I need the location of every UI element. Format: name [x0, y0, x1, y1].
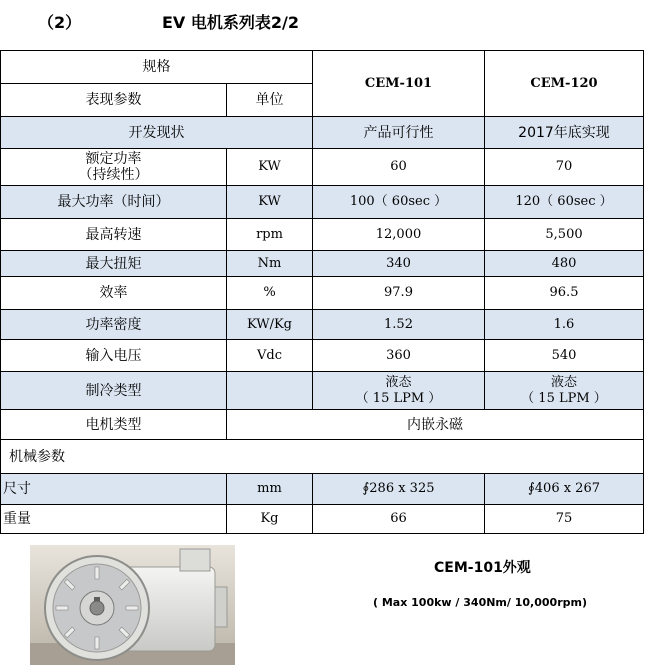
spec-table	[0, 50, 644, 534]
table-row	[1, 505, 644, 534]
photo-caption-title: CEM-101外观	[434, 560, 531, 576]
photo-caption-subtitle: ( Max 100kw / 340Nm/ 10,000rpm)	[373, 596, 587, 609]
row-label: 电机类型	[1, 410, 227, 440]
cem-120-value: 96.5	[485, 277, 644, 310]
unit-header: 单位	[227, 84, 313, 117]
cem-120-value: 540	[485, 340, 644, 372]
row-label: 功率密度	[1, 310, 227, 340]
cem-120-value: 480	[485, 251, 644, 277]
cem-120-value: 70	[485, 149, 644, 186]
cem-120-value: ∮406 x 267	[485, 474, 644, 505]
row-label: 输入电压	[1, 340, 227, 372]
row-label: 最大功率（时间）	[1, 186, 227, 219]
cem-101-value: 1.52	[313, 310, 485, 340]
cem-120-value: 120（ 60sec ）	[485, 186, 644, 219]
row-label: 尺寸	[1, 474, 227, 505]
cem-101-value: 产品可行性	[313, 117, 485, 149]
table-row	[1, 410, 644, 440]
cem-101-value: 60	[313, 149, 485, 186]
motor-photo	[30, 545, 235, 665]
cem-120-value: 75	[485, 505, 644, 534]
page-heading	[0, 8, 645, 32]
row-unit: KW	[227, 149, 313, 186]
cem-101-value: 100（ 60sec ）	[313, 186, 485, 219]
row-label: 效率	[1, 277, 227, 310]
cem-101-value: 液态 （ 15 LPM ）	[313, 372, 485, 410]
param-header: 表现参数	[1, 84, 227, 117]
spec-header: 规格	[1, 51, 313, 84]
row-label: 额定功率 （持续性）	[1, 149, 227, 186]
model-cem-101: CEM-101	[313, 51, 485, 117]
row-unit: mm	[227, 474, 313, 505]
cem-101-value: 97.9	[313, 277, 485, 310]
table-row	[1, 372, 644, 410]
section-row	[1, 440, 644, 474]
cem-101-value: ∮286 x 325	[313, 474, 485, 505]
cem-120-value: 1.6	[485, 310, 644, 340]
row-unit: KW/Kg	[227, 310, 313, 340]
cem-101-value: 340	[313, 251, 485, 277]
model-cem-120: CEM-120	[485, 51, 644, 117]
row-label: 重量	[1, 505, 227, 534]
cem-101-value: 66	[313, 505, 485, 534]
table-row	[1, 251, 644, 277]
row-label: 最高转速	[1, 219, 227, 251]
cem-101-value: 360	[313, 340, 485, 372]
row-unit: Vdc	[227, 340, 313, 372]
table-row	[1, 277, 644, 310]
cem-120-value: 液态 （ 15 LPM ）	[485, 372, 644, 410]
row-label: 最大扭矩	[1, 251, 227, 277]
table-row	[1, 310, 644, 340]
cem-101-value: 12,000	[313, 219, 485, 251]
table-row	[1, 474, 644, 505]
row-label: 制冷类型	[1, 372, 227, 410]
table-row	[1, 340, 644, 372]
table-row	[1, 117, 644, 149]
table-row	[1, 149, 644, 186]
merged-value: 内嵌永磁	[227, 410, 644, 440]
section-label: 机械参数	[1, 440, 644, 474]
row-unit	[227, 372, 313, 410]
cem-120-value: 2017年底实现	[485, 117, 644, 149]
row-unit: %	[227, 277, 313, 310]
row-label: 开发现状	[1, 117, 313, 149]
row-unit: Nm	[227, 251, 313, 277]
row-unit: KW	[227, 186, 313, 219]
section-number: （2）	[38, 13, 82, 32]
page-title: EV 电机系列表2/2	[162, 13, 299, 32]
row-unit: Kg	[227, 505, 313, 534]
cem-120-value: 5,500	[485, 219, 644, 251]
table-row	[1, 219, 644, 251]
table-row	[1, 186, 644, 219]
row-unit: rpm	[227, 219, 313, 251]
